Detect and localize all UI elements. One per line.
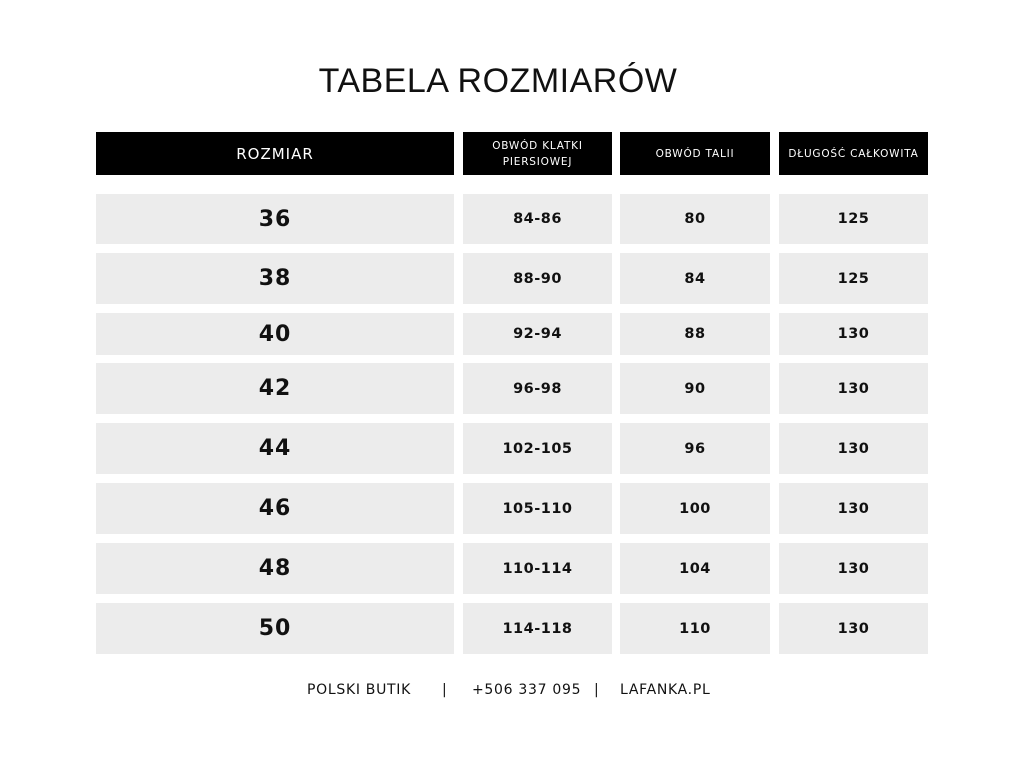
cell-size: 44 [96,423,454,474]
cell-size: 50 [96,603,454,654]
cell-waist: 100 [620,483,770,534]
cell-waist: 110 [620,603,770,654]
cell-size: 46 [96,483,454,534]
cell-size: 38 [96,253,454,304]
cell-chest: 105-110 [463,483,612,534]
cell-length: 125 [779,194,928,244]
footer-separator: | [594,682,600,698]
footer-separator: | [442,682,448,698]
cell-waist: 80 [620,194,770,244]
cell-size: 48 [96,543,454,594]
cell-length: 130 [779,543,928,594]
cell-waist: 104 [620,543,770,594]
cell-waist: 84 [620,253,770,304]
cell-chest: 96-98 [463,363,612,414]
footer-website: LAFANKA.PL [620,682,711,698]
cell-length: 130 [779,313,928,355]
footer-shop-name: POLSKI BUTIK [307,682,412,698]
cell-length: 130 [779,483,928,534]
cell-length: 130 [779,423,928,474]
header-chest: OBWÓD KLATKI PIERSIOWEJ [463,132,612,175]
cell-waist: 88 [620,313,770,355]
cell-length: 130 [779,363,928,414]
cell-length: 125 [779,253,928,304]
cell-size: 40 [96,313,454,355]
cell-chest: 102-105 [463,423,612,474]
header-length: DŁUGOŚĆ CAŁKOWITA [779,132,928,175]
cell-waist: 96 [620,423,770,474]
cell-chest: 114-118 [463,603,612,654]
cell-chest: 84-86 [463,194,612,244]
cell-length: 130 [779,603,928,654]
cell-chest: 92-94 [463,313,612,355]
cell-size: 42 [96,363,454,414]
cell-waist: 90 [620,363,770,414]
cell-chest: 110-114 [463,543,612,594]
page-title: TABELA ROZMIARÓW [318,62,678,100]
cell-chest: 88-90 [463,253,612,304]
footer-phone: +506 337 095 [472,682,582,698]
header-waist: OBWÓD TALII [620,132,770,175]
cell-size: 36 [96,194,454,244]
header-size: ROZMIAR [96,132,454,175]
